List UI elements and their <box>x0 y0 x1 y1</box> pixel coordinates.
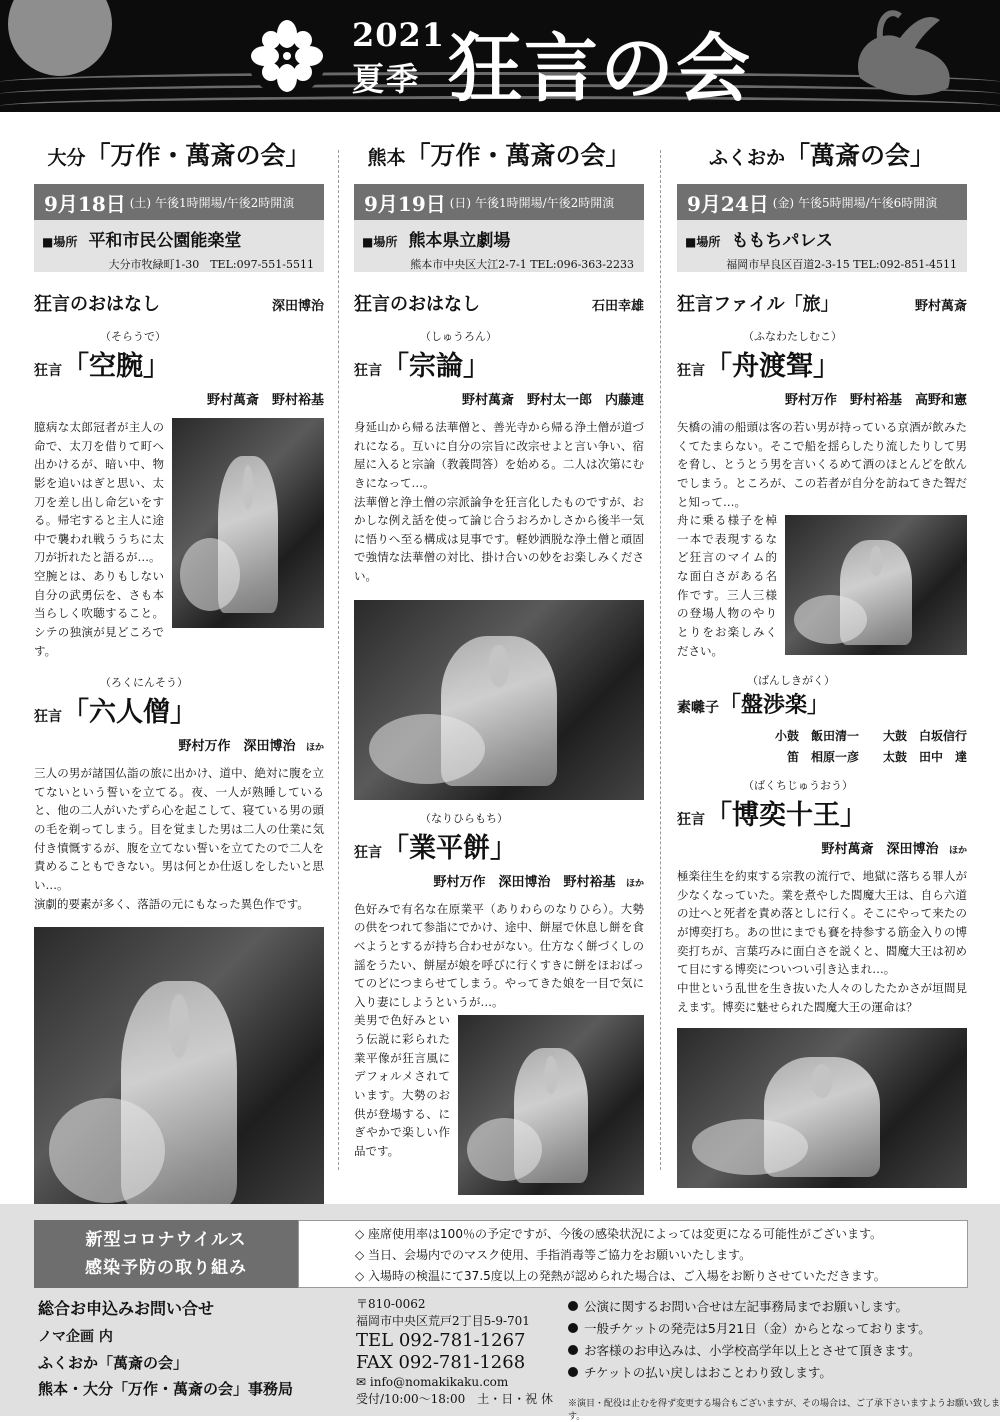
play-comment: 中世という乱世を生き抜いた人々のしたたかさが垣間見えます。博奕に魅せられた閻魔大王の運命は？ <box>677 980 967 1014</box>
note-item <box>568 1318 931 1340</box>
contact-title: 総合お申込みお問い合せ <box>38 1299 215 1318</box>
play-prefix: 素囃子 <box>677 700 719 717</box>
note-text: お客様のお申込みは、小学校高学年以上とさせて頂きます。 <box>584 1343 921 1358</box>
event-day: (金) <box>772 195 795 210</box>
contact-notes <box>568 1296 931 1384</box>
play-comment: 美男で色好みという伝説に彩られた業平像が狂言風にデフォルメされています。大勢のお供が登場する、にぎやかで楽しい作品です。 <box>354 1013 450 1158</box>
contact-details <box>356 1296 553 1408</box>
talk-row <box>34 290 324 316</box>
musicians-row: 笛 相原一彦 太鼓 田中 達 <box>786 750 967 765</box>
header-band <box>0 0 1000 112</box>
event-time: 午後1時開場/午後2時開演 <box>154 195 295 210</box>
play-reading: （そらうで） <box>100 330 166 343</box>
header-season: 夏季 <box>352 60 421 98</box>
covid-item: ◇ 座席使用率は100％の予定ですが、今後の感染状況によっては変更になる可能性がございます。 <box>355 1227 882 1241</box>
column-divider <box>338 150 339 1170</box>
prefecture: 熊本 <box>367 147 406 169</box>
play-reading: （しゅうろん） <box>420 330 497 343</box>
zip-code: 〒810-0062 <box>356 1297 426 1311</box>
covid-title-line: 感染予防の取り組み <box>85 1258 247 1278</box>
play-prefix: 狂言 <box>34 709 62 726</box>
cast-names: 野村万作 深田博治 <box>178 739 296 755</box>
play-synopsis: 矢橋の浦の船頭は客の若い男が持っている京酒が飲みたくてたまらない。そこで船を揺らしたり流したりして男を脅し、とうとう男を言いくるめて酒のほとんどを飲んでしまう。ところが、この若者が自分を訪ねてきた聟だと知って…。 <box>677 420 967 509</box>
talk-person: 野村萬斎 <box>914 299 967 314</box>
event-date: 9月24日 <box>687 191 769 216</box>
mail-icon: ✉ <box>356 1375 367 1389</box>
play-cast <box>677 838 967 857</box>
page-title: 狂言の会 <box>448 26 752 112</box>
event-day: (日) <box>449 195 472 210</box>
play-name: 「盤渉楽」 <box>719 692 830 719</box>
event-time: 午後1時開場/午後2時開演 <box>474 195 615 210</box>
note-item <box>568 1340 931 1362</box>
tel-number: TEL 092-781-1267 <box>356 1330 526 1351</box>
kumamoto-column <box>354 116 644 1194</box>
play-prefix: 狂言 <box>34 363 62 379</box>
place-label: ■場所 <box>362 235 398 249</box>
play-name: 「博奕十王」 <box>705 800 867 832</box>
prefecture: 大分 <box>47 147 86 169</box>
prefecture: ふくおか <box>708 147 785 169</box>
hall-name: 熊本県立劇場 <box>408 231 511 251</box>
note-text: 一般チケットの発売は5月21日（金）からとなっております。 <box>584 1321 931 1336</box>
play-description <box>677 418 967 660</box>
play-synopsis: 三人の男が諸国仏詣の旅に出かけ、道中、絶対に腹を立てないという誓いを立てる。夜、一人が熟睡していると、他の二人がいたずら心を起こして、寝ている男の頭の毛を剃ってしまう。目を覚ました男は二人の仕業に気付き憤慨するが、腹を立てない誓いを立てたので二人を責めることもできない。男は何とか仕返しをしたいと思い…。 <box>34 766 324 892</box>
play-synopsis: 色好みで有名な在原業平（ありわらのなりひら）。大勢の供をつれて参詣にでかけ、途中、餅屋で休息し餅を食べようとするが持ち合わせがない。仕方なく餅づくしの謡をうたい、餅屋が娘を呼びに行くすきに餅をほおばってのどにつまらせてしまう。やってきた娘を一目で気に入り妻にしようというが…。 <box>354 901 644 1009</box>
talk-person: 石田幸雄 <box>591 299 644 314</box>
note-item <box>568 1296 931 1318</box>
play-cast <box>354 871 644 890</box>
play-reading: （なりひらもち） <box>420 811 508 825</box>
play-name: 「六人僧」 <box>62 697 197 729</box>
note-text: チケットの払い戻しはおことわり致します。 <box>584 1365 832 1380</box>
org-line: ノマ企画 内 <box>38 1329 113 1345</box>
talk-row <box>677 290 967 316</box>
play-prefix: 狂言 <box>677 363 705 379</box>
play-cast <box>34 735 324 754</box>
cast-names: 野村万作 深田博治 野村裕基 <box>433 874 616 890</box>
date-bar <box>354 184 644 220</box>
event-name: 「万作・萬斎の会」 <box>85 141 311 170</box>
oita-column <box>34 116 324 1194</box>
place-box <box>677 220 967 272</box>
place-box <box>354 220 644 272</box>
play-name: 「舟渡聟」 <box>705 351 840 382</box>
moon-graphic <box>8 0 112 76</box>
play-prefix: 狂言 <box>677 812 705 829</box>
performance-photo <box>34 927 324 1227</box>
covid-heading <box>34 1220 298 1288</box>
place-box <box>34 220 324 272</box>
play-name: 「宗論」 <box>382 351 490 382</box>
bullet-icon <box>568 1301 578 1311</box>
play-title <box>677 344 967 383</box>
play-title <box>354 826 644 865</box>
footnote: ※演目・配役は止むを得ず変更する場合もございますが、その場合は、ご了承下さいますようお願い致します。 <box>568 1399 1000 1422</box>
play-title <box>34 344 324 383</box>
performance-photo <box>458 1015 644 1195</box>
contact-org <box>38 1324 293 1402</box>
office-hours: 受付/10:00～18:00 土・日・祝 休 <box>356 1392 554 1406</box>
event-name: 「万作・萬斎の会」 <box>405 141 631 170</box>
date-bar <box>677 184 967 220</box>
bullet-icon <box>568 1367 578 1377</box>
place-label: ■場所 <box>685 235 721 249</box>
email-row <box>356 1374 553 1391</box>
event-day: (土) <box>129 195 152 210</box>
hall-address: 熊本市中央区大江2-7-1 TEL:096-363-2233 <box>410 258 634 271</box>
play-reading: （ばんしきがく） <box>747 674 835 688</box>
talk-title: 狂言のおはなし <box>354 294 480 315</box>
play-name: 「空腕」 <box>62 351 170 382</box>
talk-row <box>354 290 644 316</box>
hall-address: 福岡市早良区百道2-3-15 TEL:092-851-4511 <box>726 258 957 271</box>
cast-names: 野村萬斎 深田博治 <box>821 842 939 858</box>
play-title <box>677 688 967 719</box>
play-reading: （ふなわたしむこ） <box>743 330 842 343</box>
play-description <box>354 418 644 586</box>
play-comment: 舟に乗る様子を棹一本で表現するなど狂言のマイム的な面白さがある名作です。三人三様の登場人物のやりとりをお楽しみください。 <box>677 513 777 658</box>
covid-measures <box>298 1220 968 1288</box>
play-synopsis: 身延山から帰る法華僧と、善光寺から帰る浄土僧が道づれになる。互いに自分の宗旨に改宗せよと言い争い、宿屋に入ると宗論（教義問答）を始める。二人は次第にむきになって…。 <box>354 420 644 490</box>
org-line: 熊本・大分「万作・萬斎の会」事務局 <box>38 1380 294 1398</box>
email-address[interactable]: info@nomakikaku.com <box>369 1375 509 1389</box>
play-description <box>34 418 324 660</box>
play-prefix: 狂言 <box>354 363 382 379</box>
play-comment: 空腕とは、ありもしない自分の武勇伝を、さも本当らしく吹聴すること。シテの独演が見どころです。 <box>34 569 164 658</box>
talk-title: 狂言のおはなし <box>34 294 160 315</box>
bullet-icon <box>568 1345 578 1355</box>
info-footer <box>0 1204 1000 1422</box>
play-description <box>34 764 324 913</box>
venue-heading <box>677 136 967 176</box>
header-year: 2021 <box>352 16 446 54</box>
play-cast: 野村万作 野村裕基 高野和憲 <box>784 393 967 408</box>
play-cast: 野村萬斎 野村裕基 <box>206 393 324 408</box>
cast-extra: ほか <box>625 878 644 889</box>
venue-heading <box>34 136 324 176</box>
family-crest-icon <box>245 14 329 98</box>
event-date: 9月18日 <box>44 191 126 216</box>
covid-item: ◇ 入場時の検温にて37.5度以上の発熱が認められた場合は、ご入場をお断りさせていただきます。 <box>355 1269 886 1283</box>
note-item <box>568 1362 931 1384</box>
play-reading: （ろくにんそう） <box>100 676 188 690</box>
play-comment: 法華僧と浄土僧の宗派論争を狂言化したものですが、おかしな例え話を使って論じ合うおろかしさから後半一気に悟りへ至る構成は見事です。軽妙洒脱な浄土僧と頑固で強情な法華僧の対比、掛け合いの妙をお楽しみください。 <box>354 494 644 583</box>
talk-person: 深田博治 <box>271 299 324 314</box>
play-title <box>354 344 644 383</box>
cast-extra: ほか <box>948 846 967 857</box>
rabbit-icon <box>820 8 970 104</box>
performance-photo <box>677 1028 967 1188</box>
covid-title-line: 新型コロナウイルス <box>85 1230 247 1250</box>
cast-extra: ほか <box>305 743 324 754</box>
play-prefix: 狂言 <box>354 844 382 861</box>
hall-name: 平和市民公園能楽堂 <box>88 231 242 251</box>
performance-photo <box>354 600 644 800</box>
hall-address: 大分市牧緑町1-30 TEL:097-551-5511 <box>108 258 314 271</box>
play-synopsis: 臆病な太郎冠者が主人の命で、太刀を借りて町へ出かけるが、暗い中、物影を追いはぎと思い、太刀を差し出し命乞いをする。帰宅すると主人に途中で襲われ戦ううちに太刀が折れたと語るが…。 <box>34 420 164 565</box>
performance-photo <box>172 418 324 628</box>
place-label: ■場所 <box>42 235 78 249</box>
bullet-icon <box>568 1323 578 1333</box>
play-title <box>677 793 967 832</box>
play-name: 「業平餅」 <box>382 832 517 864</box>
event-date: 9月19日 <box>364 191 446 216</box>
covid-item: ◇ 当日、会場内でのマスク使用、手指消毒等ご協力をお願いいたします。 <box>355 1248 752 1262</box>
event-time: 午後5時開場/午後6時開演 <box>797 195 938 210</box>
play-cast: 野村萬斎 野村太一郎 内藤連 <box>461 393 644 408</box>
play-description <box>354 900 644 1161</box>
column-divider <box>660 150 661 1170</box>
note-text: 公演に関するお問い合せは左記事務局までお願いします。 <box>584 1299 909 1314</box>
play-title <box>34 690 324 729</box>
fukuoka-column <box>677 116 967 1194</box>
fax-number: FAX 092-781-1268 <box>356 1352 526 1373</box>
performance-photo <box>785 515 967 655</box>
office-address: 福岡市中央区荒戸2丁目5-9-701 <box>356 1314 530 1328</box>
play-synopsis: 極楽往生を約束する宗教の流行で、地獄に落ちる罪人が少なくなっていた。業を煮やした閻魔大王は、自ら六道の辻へと死者を責め落としに行く。そこにやって来たのが博奕打ち。あの世にまでも賽を持参する筋金入りの博奕打ちが、言葉巧みに面白さを説くと、閻魔大王は初めて目にする博奕についつい引き込まれ…。 <box>677 869 967 977</box>
musicians-row: 小鼓 飯田清一 大鼓 白坂信行 <box>774 729 967 744</box>
play-description <box>677 867 967 1016</box>
hall-name: ももちパレス <box>731 231 833 251</box>
venue-heading <box>354 136 644 176</box>
play-comment: 演劇的要素が多く、落語の元にもなった異色作です。 <box>34 896 309 911</box>
event-name: 「萬斎の会」 <box>785 141 936 170</box>
org-line: ふくおか「萬斎の会」 <box>38 1354 189 1372</box>
play-reading: （ばくちじゅうおう） <box>743 779 853 793</box>
date-bar <box>34 184 324 220</box>
talk-title: 狂言ファイル「旅」 <box>677 294 839 315</box>
